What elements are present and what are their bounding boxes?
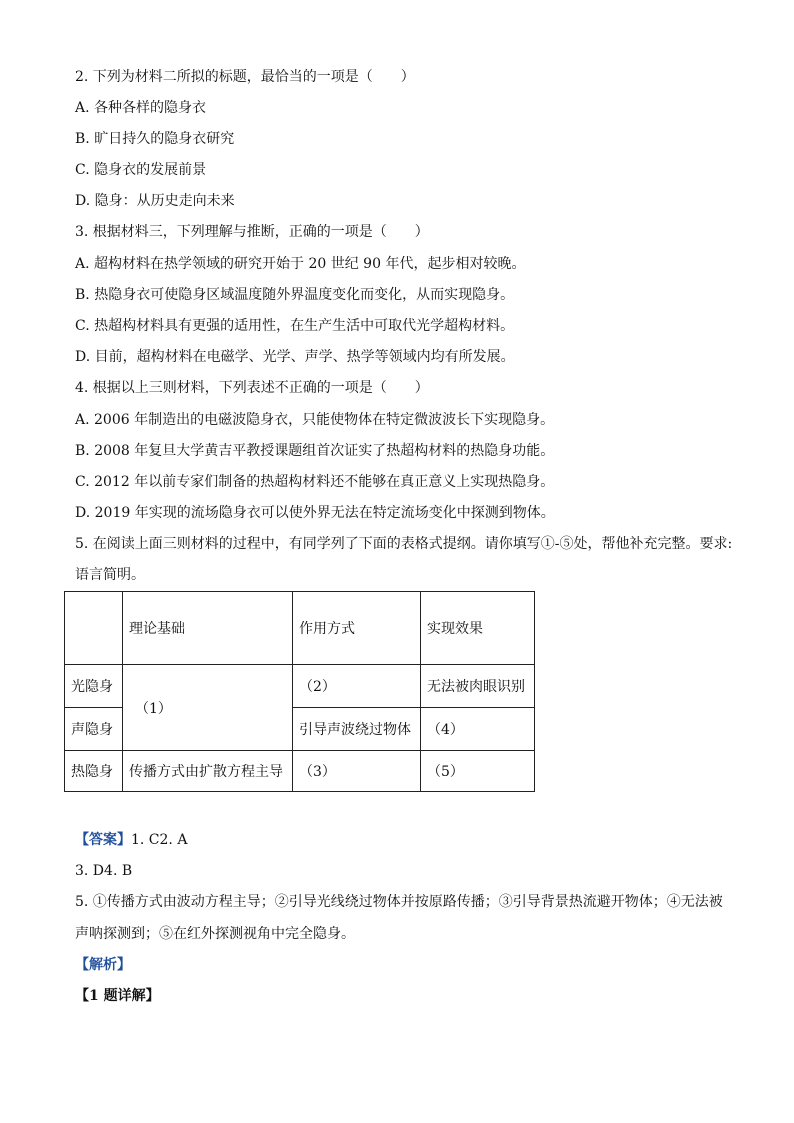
question-3-option-a: A. 超构材料在热学领域的研究开始于 20 世纪 90 年代，起步相对较晚。 — [75, 256, 526, 272]
analysis-sub-label: 【1 题详解】 — [75, 988, 160, 1004]
question-2-option-b: B. 旷日持久的隐身衣研究 — [75, 131, 235, 147]
row-label: 热隐身 — [65, 751, 123, 792]
question-3-option-b: B. 热隐身衣可使隐身区域温度随外界温度变化而变化，从而实现隐身。 — [75, 287, 515, 303]
question-4-option-a: A. 2006 年制造出的电磁波隐身衣，只能使物体在特定微波波长下实现隐身。 — [75, 412, 555, 428]
question-2-option-d: D. 隐身：从历史走向未来 — [75, 193, 235, 209]
analysis-label: 【解析】 — [75, 957, 131, 973]
question-2-stem: 2. 下列为材料二所拟的标题，最恰当的一项是（ ） — [75, 69, 415, 85]
table-header-cell: 实现效果 — [421, 592, 535, 665]
answer-text-1: 1. C2. A — [131, 832, 188, 848]
answer-line-2: 3. D4. B — [75, 863, 133, 879]
table-row — [65, 751, 535, 792]
question-4-option-c: C. 2012 年以前专家们制备的热超构材料还不能够在真正意义上实现热隐身。 — [75, 474, 555, 490]
question-5-stem: 5. 在阅读上面三则材料的过程中，有同学列了下面的表格式提纲。请你填写①-⑤处，帮他补充完整。要求: — [75, 536, 733, 552]
result-cell: （4） — [421, 708, 535, 751]
effect-cell: （2） — [293, 665, 421, 708]
question-3-option-c: C. 热超构材料具有更强的适用性，在生产生活中可取代光学超构材料。 — [75, 318, 515, 334]
theory-cell-merged: （1） — [123, 665, 293, 751]
question-2-option-a: A. 各种各样的隐身衣 — [75, 100, 207, 116]
table-header-row — [65, 592, 535, 665]
row-label: 声隐身 — [65, 708, 123, 751]
table-header-cell: 理论基础 — [123, 592, 293, 665]
question-3-stem: 3. 根据材料三，下列理解与推断，正确的一项是（ ） — [75, 224, 429, 240]
answer-line-1 — [75, 831, 187, 849]
theory-cell: 传播方式由扩散方程主导 — [123, 751, 293, 792]
answer-line-3: 5. ①传播方式由波动方程主导；②引导光线绕过物体并按原路传播；③引导背景热流避开物体；④无法被 — [75, 894, 723, 910]
table-header-cell: 作用方式 — [293, 592, 421, 665]
question-4-stem: 4. 根据以上三则材料，下列表述不正确的一项是（ ） — [75, 380, 429, 396]
answer-line-4: 声呐探测到；⑤在红外探测视角中完全隐身。 — [75, 926, 355, 942]
effect-cell: 引导声波绕过物体 — [293, 708, 421, 751]
effect-cell: （3） — [293, 751, 421, 792]
table-header-cell — [65, 592, 123, 665]
result-cell: （5） — [421, 751, 535, 792]
result-cell: 无法被肉眼识别 — [421, 665, 535, 708]
question-5-stem-cont: 语言简明。 — [75, 567, 145, 583]
question-4-option-b: B. 2008 年复旦大学黄吉平教授课题组首次证实了热超构材料的热隐身功能。 — [75, 443, 555, 459]
outline-table — [64, 591, 535, 792]
question-3-option-d: D. 目前，超构材料在电磁学、光学、声学、热学等领域内均有所发展。 — [75, 349, 515, 365]
question-4-option-d: D. 2019 年实现的流场隐身衣可以使外界无法在特定流场变化中探测到物体。 — [75, 505, 555, 521]
row-label: 光隐身 — [65, 665, 123, 708]
answer-label: 【答案】 — [75, 832, 131, 848]
table-row — [65, 665, 535, 708]
question-2-option-c: C. 隐身衣的发展前景 — [75, 162, 207, 178]
